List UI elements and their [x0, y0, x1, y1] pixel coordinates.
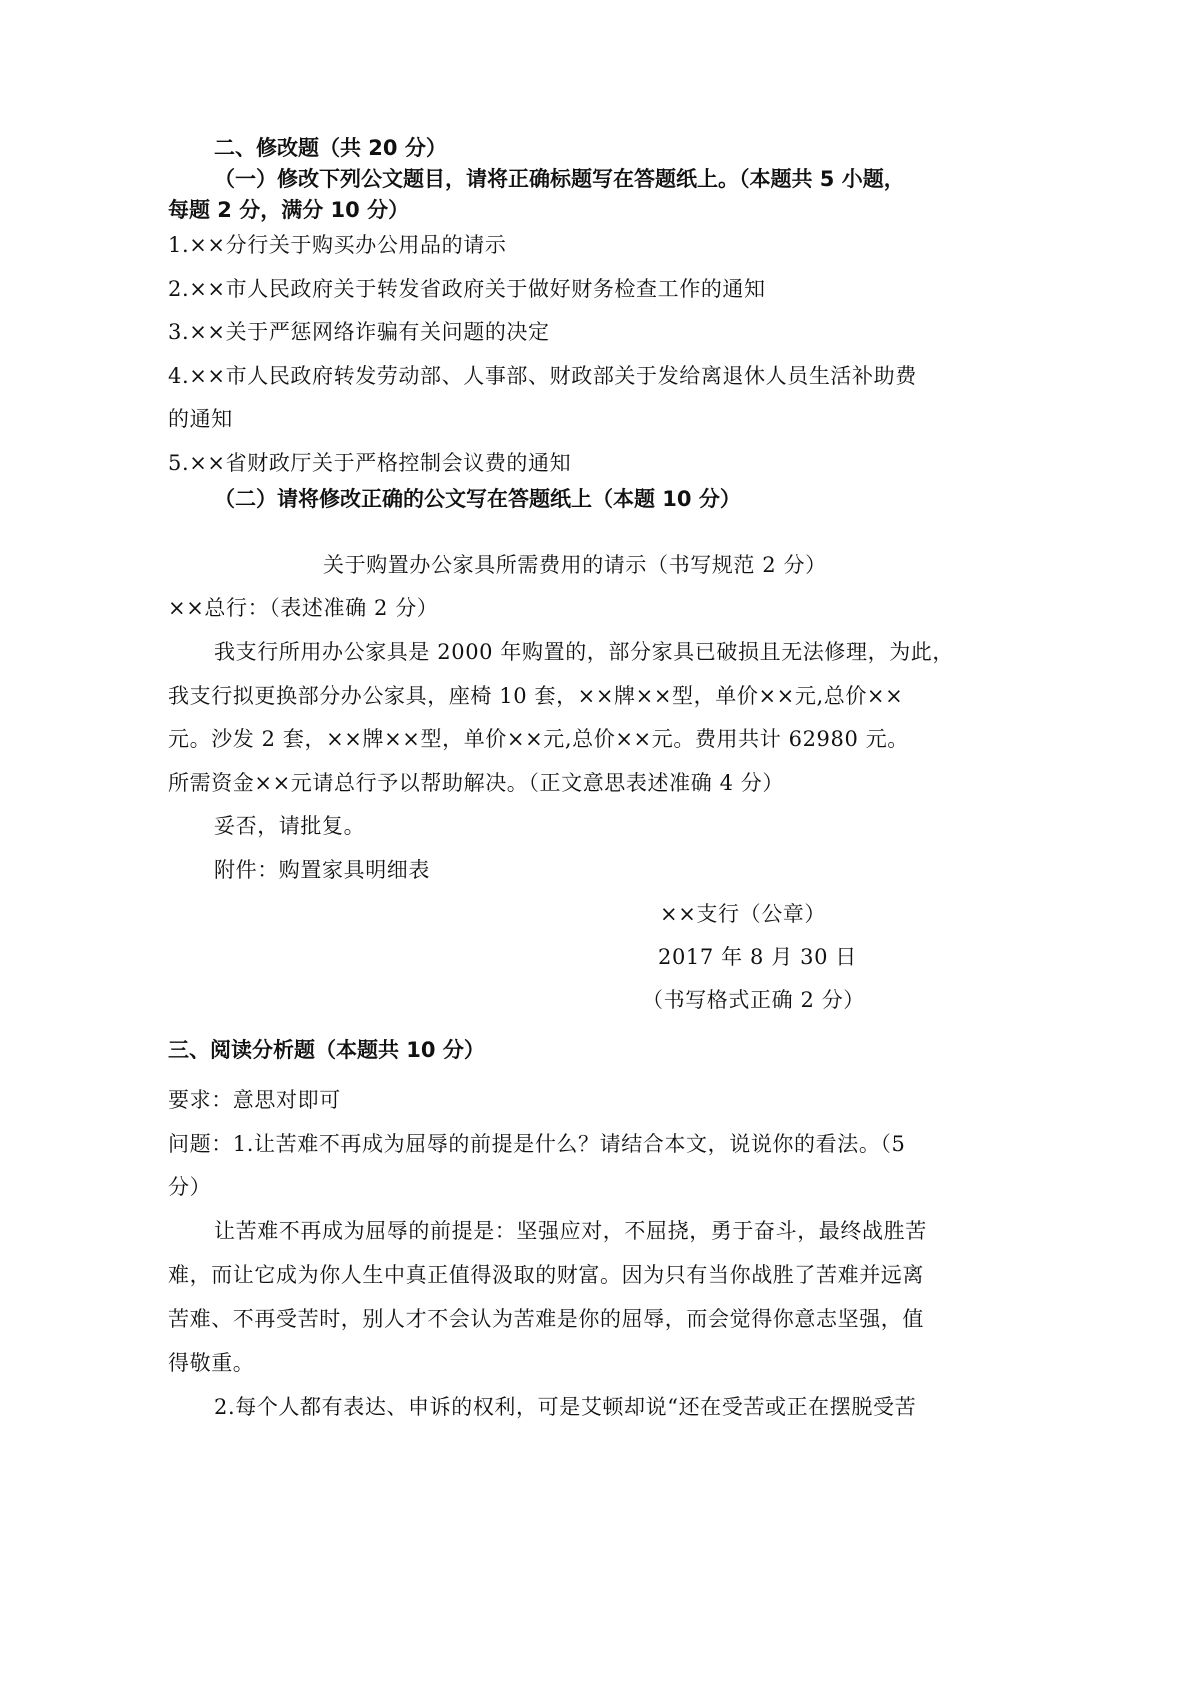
part-one-heading-line1: （一）修改下列公文题目，请将正确标题写在答题纸上。（本题共 5 小题， — [214, 167, 905, 191]
answer-one-line: 让苦难不再成为屈辱的前提是：坚强应对，不屈挠，勇于奋斗，最终战胜苦 — [214, 1219, 927, 1243]
part-two-heading: （二）请将修改正确的公文写在答题纸上（本题 10 分） — [214, 487, 741, 511]
memo-body-line: 元。沙发 2 套，××牌××型，单价××元,总价××元。费用共计 62980 元。 — [168, 727, 909, 751]
list-item: 2.××市人民政府关于转发省政府关于做好财务检查工作的通知 — [168, 277, 766, 301]
list-item: 5.××省财政厅关于严格控制会议费的通知 — [168, 451, 572, 475]
section-three-heading: 三、阅读分析题（本题共 10 分） — [168, 1038, 485, 1062]
memo-addressee: ××总行：（表述准确 2 分） — [168, 596, 439, 620]
question-one-line1: 问题：1.让苦难不再成为屈辱的前提是什么？请结合本文，说说你的看法。（5 — [168, 1132, 906, 1156]
list-item-continuation: 的通知 — [168, 407, 233, 431]
question-one-line2: 分） — [168, 1175, 212, 1199]
memo-signature: ××支行（公章） — [660, 902, 826, 926]
question-two-line1: 2.每个人都有表达、申诉的权利，可是艾顿却说“还在受苦或正在摆脱受苦 — [214, 1395, 917, 1419]
part-one-heading-line2: 每题 2 分，满分 10 分） — [168, 198, 410, 222]
memo-attachment: 附件：购置家具明细表 — [214, 858, 430, 882]
memo-body-line: 我支行拟更换部分办公家具，座椅 10 套，××牌××型，单价××元,总价×× — [168, 684, 904, 708]
memo-date: 2017 年 8 月 30 日 — [658, 945, 857, 969]
answer-one-line: 得敬重。 — [168, 1351, 255, 1375]
answer-one-line: 难，而让它成为你人生中真正值得汲取的财富。因为只有当你战胜了苦难并远离 — [168, 1263, 924, 1287]
memo-closing: 妥否，请批复。 — [214, 814, 366, 838]
requirement-text: 要求：意思对即可 — [168, 1088, 341, 1112]
list-item: 4.××市人民政府转发劳动部、人事部、财政部关于发给离退休人员生活补助费 — [168, 364, 917, 388]
memo-title: 关于购置办公家具所需费用的请示（书写规范 2 分） — [323, 553, 827, 577]
section-two-heading: 二、修改题（共 20 分） — [214, 136, 447, 160]
answer-one-line: 苦难、不再受苦时，别人才不会认为苦难是你的屈辱，而会觉得你意志坚强，值 — [168, 1307, 924, 1331]
memo-format-note: （书写格式正确 2 分） — [642, 988, 865, 1012]
list-item: 1.××分行关于购买办公用品的请示 — [168, 233, 507, 257]
list-item: 3.××关于严惩网络诈骗有关问题的决定 — [168, 320, 550, 344]
memo-body-line: 我支行所用办公家具是 2000 年购置的，部分家具已破损且无法修理，为此， — [214, 640, 954, 664]
memo-body-line: 所需资金××元请总行予以帮助解决。（正文意思表述准确 4 分） — [168, 771, 785, 795]
